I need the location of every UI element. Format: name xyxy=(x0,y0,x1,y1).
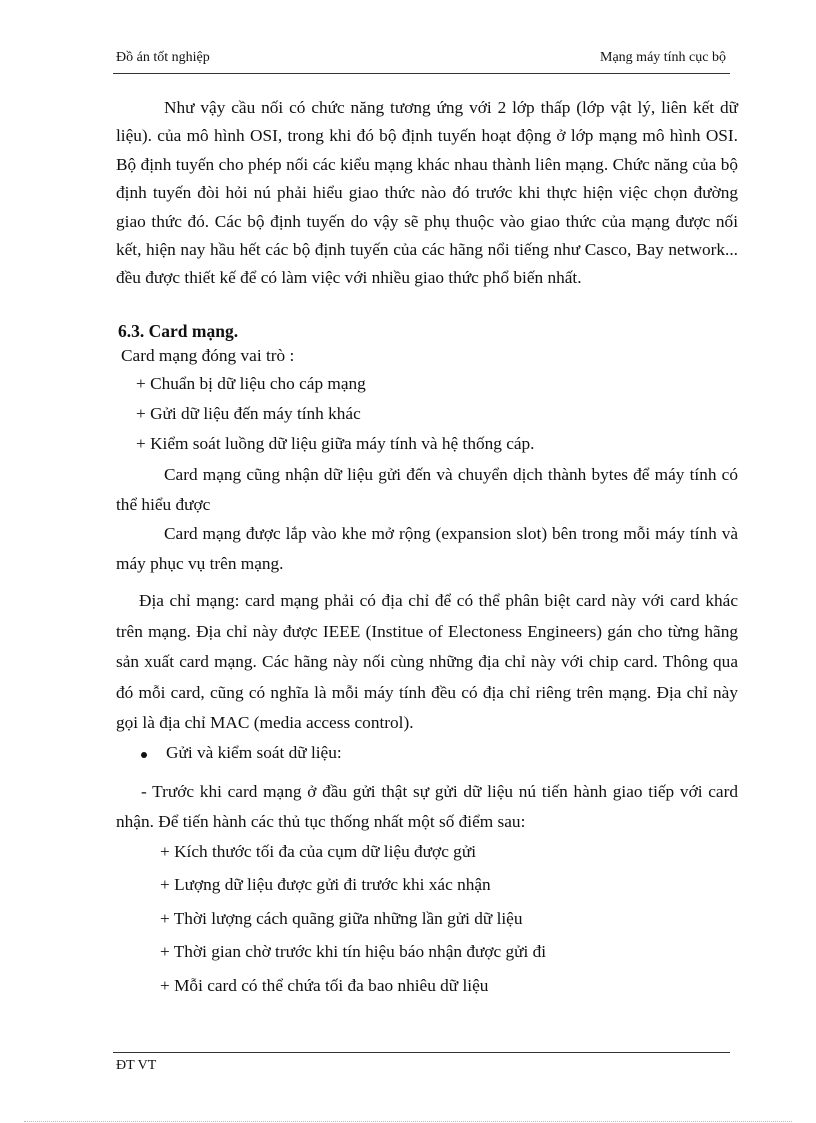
paragraph-expansion-slot: Card mạng được lắp vào khe mở rộng (expansion slot) bên trong mỗi máy tính và máy phục vụ trên mạng. xyxy=(116,524,738,573)
agree-point: + Kích thước tối đa của cụm dữ liệu được gửi xyxy=(160,842,476,861)
page-footer: ĐT VT xyxy=(116,1058,157,1073)
header-rule xyxy=(113,73,730,74)
section-heading: 6.3. Card mạng. xyxy=(118,321,239,341)
header-doc-title: Đồ án tốt nghiệp xyxy=(116,50,210,65)
paragraph-receive: Card mạng cũng nhận dữ liệu gửi đến và chuyển dịch thành bytes để máy tính có thể hiểu được xyxy=(116,465,738,514)
role-item: + Kiểm soát luồng dữ liệu giữa máy tính và hệ thống cáp. xyxy=(136,434,535,453)
page-break-line xyxy=(24,1121,792,1122)
paragraph-mac-address: Địa chỉ mạng: card mạng phải có địa chỉ để có thể phân biệt card này với card khác trên mạng. Địa chỉ này được IEEE (Institue of Electoness Engineers) gán cho từng hãng sản xuất card mạng. Các hãng này nối cùng những địa chỉ này với chip card. Thông qua đó mỗi card, cũng có nghĩa là mỗi máy tính đều có địa chỉ riêng trên mạng. Địa chỉ này gọi là địa chỉ MAC (media access control). xyxy=(116,591,738,732)
agree-point: + Lượng dữ liệu được gửi đi trước khi xác nhận xyxy=(160,875,491,894)
intro-paragraph: Như vậy cầu nối có chức năng tương ứng với 2 lớp thấp (lớp vật lý, liên kết dữ liệu). của mô hình OSI, trong khi đó bộ định tuyến hoạt động ở lớp mạng mô hình OSI. Bộ định tuyến cho phép nối các kiểu mạng khác nhau thành liên mạng. Chức năng của bộ định tuyến đòi hỏi nú phải hiểu giao thức nào đó trước khi thực hiện việc chọn đường giao thức đó. Các bộ định tuyến do vậy sẽ phụ thuộc vào giao thức của mạng được nối kết, hiện nay hầu hết các bộ định tuyến của các hãng nổi tiếng như Casco, Bay network... đều được thiết kế để có làm việc với nhiều giao thức phổ biến nhất. xyxy=(116,98,738,288)
agree-point: + Mỗi card có thể chứa tối đa bao nhiêu dữ liệu xyxy=(160,976,489,995)
bullet-icon xyxy=(141,752,147,758)
role-item: + Gửi dữ liệu đến máy tính khác xyxy=(136,404,361,423)
role-intro: Card mạng đóng vai trò : xyxy=(121,346,295,365)
role-item: + Chuẩn bị dữ liệu cho cáp mạng xyxy=(136,374,366,393)
bullet-title: Gửi và kiểm soát dữ liệu: xyxy=(166,743,342,762)
paragraph-send: - Trước khi card mạng ở đầu gửi thật sự gửi dữ liệu nú tiến hành giao tiếp với card nhận. Để tiến hành các thủ tục thống nhất một số điểm sau: xyxy=(116,782,738,831)
footer-rule xyxy=(113,1052,730,1053)
agree-point: + Thời gian chờ trước khi tín hiệu báo nhận được gửi đi xyxy=(160,942,547,961)
header-chapter-title: Mạng máy tính cục bộ xyxy=(600,50,726,65)
agree-point: + Thời lượng cách quãng giữa những lần gửi dữ liệu xyxy=(160,909,523,928)
